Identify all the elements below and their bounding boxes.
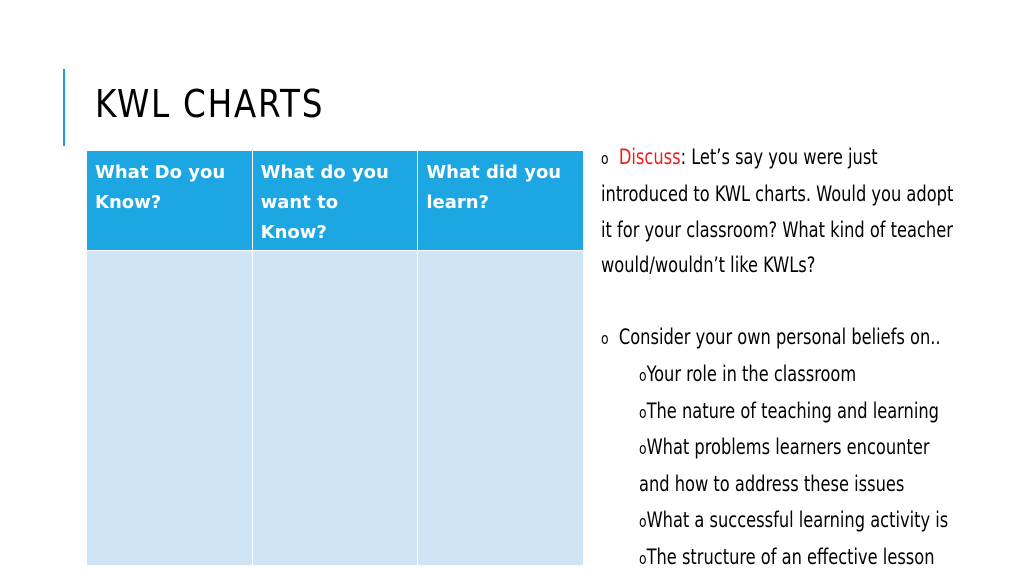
sub-item-nature-text: The nature of teaching and learning: [646, 398, 939, 423]
kwl-body-row: [87, 251, 584, 566]
sub-bullet-icon: o: [639, 548, 647, 568]
sub-item-nature: [639, 394, 939, 431]
sub-bullet-icon: o: [639, 439, 647, 459]
discuss-line-3: it for your classroom? What kind of teacher: [601, 217, 953, 242]
sub-item-list: [639, 357, 1021, 577]
sub-item-problems: [639, 430, 929, 467]
kwl-header-want-line3: Know?: [260, 222, 327, 243]
title-accent-bar: [63, 69, 65, 146]
bullet-icon: o: [601, 149, 609, 168]
sub-bullet-icon: o: [639, 365, 647, 385]
paragraph-spacer: [601, 284, 1021, 320]
sub-item-structure-text: The structure of an effective lesson: [646, 544, 935, 569]
kwl-header-learned-line1: What did you: [426, 162, 562, 183]
consider-line: [601, 320, 941, 357]
sub-item-role: [639, 357, 856, 394]
kwl-table: [86, 150, 584, 566]
kwl-header-learned-line2: learn?: [426, 192, 489, 213]
sub-item-problems-cont: and how to address these issues: [639, 472, 905, 497]
kwl-header-want-line1: What do you: [260, 162, 389, 183]
kwl-header-want-line2: want to: [260, 192, 339, 213]
consider-text: Consider your own personal beliefs on..: [618, 324, 941, 349]
consider-paragraph: [601, 320, 1021, 357]
discuss-label: Discuss: [618, 145, 681, 169]
discuss-line-2: introduced to KWL charts. Would you adopt: [601, 181, 954, 206]
kwl-cell-know: [87, 251, 253, 566]
sub-bullet-icon: o: [639, 402, 647, 422]
sub-bullet-icon: o: [639, 511, 647, 531]
discuss-text-1: : Let’s say you were just: [680, 145, 878, 169]
kwl-header-know-line2: Know?: [95, 192, 162, 213]
kwl-header-want: [252, 151, 418, 251]
slide-title: KWL CHARTS: [95, 82, 325, 126]
sub-item-activity-text: What a successful learning activity is: [646, 507, 949, 532]
sub-item-problems-text: What problems learners encounter: [646, 435, 930, 460]
discussion-text: [601, 140, 1021, 577]
kwl-header-know: [87, 151, 253, 251]
sub-item-activity: [639, 503, 948, 540]
discuss-line-1: [601, 140, 878, 177]
kwl-header-know-line1: What Do you: [95, 162, 226, 183]
sub-item-structure: [639, 540, 934, 577]
kwl-cell-want: [252, 251, 418, 566]
discuss-line-4: would/wouldn’t like KWLs?: [601, 253, 816, 278]
discuss-paragraph: [601, 140, 1021, 284]
sub-item-role-text: Your role in the classroom: [646, 361, 857, 386]
kwl-header-learned: [418, 151, 584, 251]
bullet-icon: o: [601, 328, 609, 348]
kwl-header-row: [87, 151, 584, 251]
kwl-cell-learned: [418, 251, 584, 566]
